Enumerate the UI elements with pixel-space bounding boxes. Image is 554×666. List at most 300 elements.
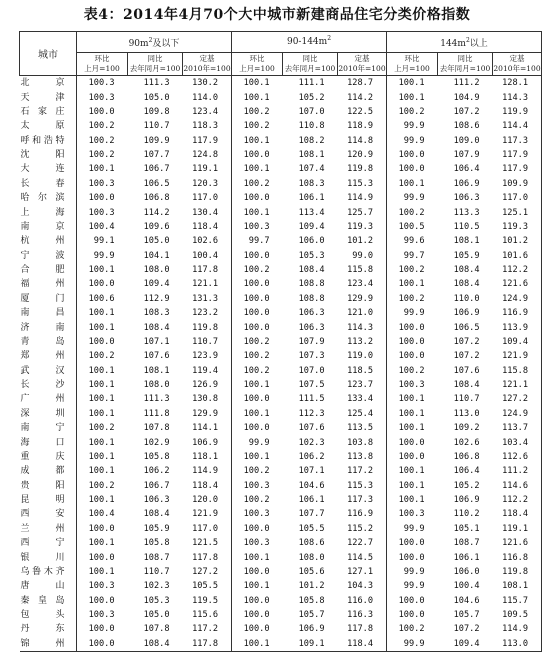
index-value-cell: 100.2 [88,351,115,362]
index-value-cell: 102.9 [143,437,170,448]
index-value-cell: 100.0 [398,150,425,161]
index-value-cell: 100.3 [88,78,115,89]
index-value-cell: 100.0 [243,610,270,621]
index-value-cell: 104.6 [453,595,480,606]
index-value-cell: 100.2 [243,178,270,189]
index-value-cell: 109.9 [143,135,170,146]
city-name: 合肥 [20,265,65,276]
index-value-cell: 103.8 [338,435,387,449]
index-value-cell: 108.4 [143,509,170,520]
index-value-cell: 117.9 [493,148,542,162]
city-name: 沈阳 [20,150,65,161]
index-value-cell: 118.4 [338,637,387,652]
sub-header-line1: 环比 [249,54,265,63]
index-value-cell: 100.1 [88,394,115,405]
index-value-cell: 114.9 [338,191,387,205]
table-row [20,407,542,421]
index-value-cell: 102.3 [298,437,325,448]
index-value-cell: 111.2 [493,464,542,478]
index-value-cell: 100.0 [398,437,425,448]
index-value-cell: 127.2 [493,392,542,406]
index-value-cell: 100.1 [232,637,283,652]
city-name: 昆明 [20,495,65,506]
city-name-cell [20,335,77,349]
city-name: 大连 [20,164,65,175]
index-value-cell: 100.1 [88,380,115,391]
index-value-cell: 114.9 [183,464,232,478]
index-value-cell: 118.4 [183,479,232,493]
index-value-cell: 105.2 [453,480,480,491]
index-value-cell: 117.0 [183,522,232,536]
index-value-cell: 118.9 [338,119,387,133]
index-value-cell: 106.7 [143,480,170,491]
index-value-cell: 109.8 [143,106,170,117]
index-value-cell: 123.2 [183,306,232,320]
table-row [20,507,542,521]
index-value-cell: 99.9 [403,193,425,204]
index-value-cell: 108.6 [453,121,480,132]
index-value-cell: 100.1 [243,135,270,146]
city-name-cell [20,119,77,133]
table-row [20,550,542,564]
index-value-cell: 100.4 [88,509,115,520]
index-value-cell: 133.4 [338,392,387,406]
index-value-cell: 100.1 [88,308,115,319]
index-value-cell: 107.4 [298,164,325,175]
table-title: 表4：2014年4月70个大中城市新建商品住宅分类价格指数 [83,7,471,23]
index-value-cell: 130.2 [183,76,232,91]
city-name: 青岛 [20,336,65,347]
index-value-cell: 111.5 [298,394,325,405]
index-value-cell: 120.3 [183,177,232,191]
index-value-cell: 107.1 [298,466,325,477]
table-row [20,306,542,320]
index-value-cell: 100.4 [88,221,115,232]
index-value-cell: 100.2 [398,106,425,117]
index-value-cell: 100.3 [243,509,270,520]
index-value-cell: 100.2 [243,351,270,362]
city-name: 呼和浩特 [20,135,65,146]
index-value-cell: 118.3 [183,119,232,133]
index-value-cell: 125.1 [493,205,542,219]
index-value-cell: 100.1 [88,566,115,577]
city-name-cell [20,435,77,449]
index-value-cell: 107.0 [298,106,325,117]
index-value-cell: 119.5 [183,594,232,608]
index-value-cell: 109.4 [298,221,325,232]
index-value-cell: 119.8 [338,162,387,176]
table-row [20,119,542,133]
city-name: 乌鲁木齐 [20,566,65,577]
city-name-cell [20,263,77,277]
index-value-cell: 105.9 [143,523,170,534]
index-value-cell: 100.1 [88,322,115,333]
index-value-cell: 108.4 [453,380,480,391]
index-value-cell: 100.2 [243,466,270,477]
index-value-cell: 110.5 [453,221,480,232]
index-value-cell: 108.1 [298,150,325,161]
index-value-cell: 110.7 [453,394,480,405]
city-name: 南京 [20,221,65,232]
table-row [20,435,542,449]
index-value-cell: 102.3 [143,581,170,592]
index-value-cell: 105.3 [143,595,170,606]
index-value-cell: 100.0 [88,336,115,347]
index-value-cell: 117.2 [183,622,232,636]
index-value-cell: 125.7 [338,205,387,219]
index-value-cell: 106.0 [298,236,325,247]
index-value-cell: 100.0 [243,523,270,534]
index-value-cell: 106.9 [453,495,480,506]
index-value-cell: 107.7 [143,150,170,161]
index-value-cell: 102.6 [183,234,232,248]
index-value-cell: 108.0 [143,380,170,391]
index-value-cell: 130.8 [183,392,232,406]
index-value-cell: 100.2 [88,423,115,434]
index-value-cell: 100.0 [398,538,425,549]
index-value-cell: 110.8 [298,121,325,132]
sub-header-line2: 上月=100 [84,64,120,73]
index-value-cell: 116.3 [338,608,387,622]
index-value-cell: 100.2 [243,265,270,276]
city-name: 兰州 [20,523,65,534]
index-value-cell: 100.2 [398,624,425,635]
index-value-cell: 107.9 [298,336,325,347]
index-value-cell: 110.2 [453,509,480,520]
city-name: 海口 [20,437,65,448]
index-value-cell: 124.9 [493,292,542,306]
index-value-cell: 113.0 [453,408,480,419]
city-name: 南宁 [20,423,65,434]
index-value-cell: 100.0 [243,624,270,635]
index-value-cell: 100.1 [398,495,425,506]
index-value-cell: 100.0 [88,523,115,534]
index-value-cell: 105.1 [453,523,480,534]
index-value-cell: 100.2 [243,106,270,117]
city-name-cell [20,234,77,248]
index-value-cell: 100.1 [243,552,270,563]
index-value-cell: 100.1 [243,92,270,103]
sub-header-line1: 定基 [199,54,215,63]
index-value-cell: 116.8 [493,550,542,564]
index-value-cell: 117.8 [183,263,232,277]
index-value-cell: 121.9 [493,349,542,363]
index-value-cell: 114.3 [338,320,387,334]
index-value-cell: 121.1 [183,277,232,291]
index-value-cell: 111.3 [143,394,170,405]
index-value-cell: 108.0 [143,265,170,276]
table-row [20,76,542,91]
index-value-cell: 100.1 [243,380,270,391]
index-value-cell: 101.2 [298,581,325,592]
index-value-cell: 106.1 [298,495,325,506]
index-value-cell: 111.8 [143,408,170,419]
index-value-cell: 108.4 [128,637,183,652]
table-row [20,637,542,652]
city-name-cell [20,205,77,219]
city-name-cell [20,479,77,493]
index-value-cell: 110.7 [183,335,232,349]
index-value-cell: 114.8 [338,134,387,148]
index-value-cell: 112.2 [493,493,542,507]
city-name: 长春 [20,178,65,189]
index-value-cell: 100.1 [398,279,425,290]
index-value-cell: 113.2 [338,335,387,349]
index-value-cell: 107.1 [143,336,170,347]
index-value-cell: 110.0 [453,293,480,304]
city-name: 武汉 [20,365,65,376]
city-name-cell [20,364,77,378]
index-value-cell: 100.0 [398,552,425,563]
index-value-cell: 114.2 [338,90,387,104]
sub-header-line2: 2010年=100 [493,64,541,73]
index-value-cell: 109.6 [143,221,170,232]
index-value-cell: 116.9 [493,306,542,320]
city-name-cell [20,191,77,205]
table-row [20,292,542,306]
index-value-cell: 124.8 [183,148,232,162]
index-value-cell: 100.1 [398,480,425,491]
table-row [20,220,542,234]
city-name: 南昌 [20,308,65,319]
city-name: 贵阳 [20,480,65,491]
table-row [20,594,542,608]
index-value-cell: 121.0 [338,306,387,320]
city-name: 西安 [20,509,65,520]
index-value-cell: 107.8 [143,423,170,434]
index-value-cell: 107.2 [453,106,480,117]
index-value-cell: 119.4 [183,364,232,378]
sub-header-row [20,53,542,76]
index-value-cell: 100.0 [88,279,115,290]
index-value-cell: 100.2 [243,365,270,376]
city-name: 重庆 [20,451,65,462]
index-value-cell: 109.2 [453,423,480,434]
index-value-cell: 106.8 [143,193,170,204]
index-value-cell: 105.5 [183,579,232,593]
index-value-cell: 119.1 [183,162,232,176]
sub-header-line2: 去年同月=100 [129,64,181,73]
index-value-cell: 100.3 [243,538,270,549]
group-header-small: $90m^2$及以下 [77,32,232,53]
index-value-cell: 115.8 [338,263,387,277]
city-name-cell [20,579,77,593]
index-value-cell: 99.9 [248,437,270,448]
index-value-cell: 106.3 [298,322,325,333]
base-header [183,53,232,76]
index-value-cell: 106.9 [453,308,480,319]
index-value-cell: 108.6 [298,538,325,549]
index-value-cell: 114.3 [493,90,542,104]
index-value-cell: 100.1 [243,207,270,218]
table-row [20,162,542,176]
index-value-cell: 100.2 [243,121,270,132]
index-value-cell: 107.0 [298,365,325,376]
index-value-cell: 100.0 [243,250,270,261]
mom-header [387,53,438,76]
city-name-cell [20,76,77,91]
index-value-cell: 100.1 [88,164,115,175]
index-value-cell: 120.9 [338,148,387,162]
index-value-cell: 101.2 [493,234,542,248]
index-value-cell: 108.1 [493,579,542,593]
index-value-cell: 102.6 [453,437,480,448]
index-value-cell: 105.7 [298,610,325,621]
index-value-cell: 108.7 [453,538,480,549]
table-row [20,565,542,579]
index-value-cell: 118.4 [493,507,542,521]
index-value-cell: 99.9 [403,135,425,146]
index-value-cell: 111.1 [298,78,325,89]
index-value-cell: 121.6 [493,277,542,291]
index-value-cell: 99.6 [403,236,425,247]
index-value-cell: 100.0 [398,164,425,175]
index-value-cell: 110.7 [143,121,170,132]
index-value-cell: 128.7 [338,76,387,91]
index-value-cell: 109.4 [438,637,493,652]
index-value-cell: 117.8 [183,550,232,564]
index-value-cell: 100.1 [88,495,115,506]
table-row [20,421,542,435]
index-value-cell: 115.2 [338,522,387,536]
index-value-cell: 99.9 [403,566,425,577]
index-value-cell: 114.4 [493,119,542,133]
index-value-cell: 111.2 [453,78,480,89]
index-value-cell: 117.0 [183,191,232,205]
index-value-cell: 99.7 [403,250,425,261]
index-value-cell: 109.4 [493,335,542,349]
index-value-cell: 113.9 [493,320,542,334]
index-value-cell: 108.1 [453,236,480,247]
index-value-cell: 104.9 [453,92,480,103]
table-body [20,76,542,652]
index-value-cell: 106.5 [453,322,480,333]
yoy-header [128,53,183,76]
index-value-cell: 119.8 [493,565,542,579]
index-value-cell: 100.2 [243,495,270,506]
table-row [20,479,542,493]
table-row [20,392,542,406]
index-value-cell: 100.1 [398,466,425,477]
index-value-cell: 117.8 [338,622,387,636]
city-name-cell [20,507,77,521]
index-value-cell: 123.7 [338,378,387,392]
index-value-cell: 100.2 [243,336,270,347]
index-value-cell: 99.9 [403,523,425,534]
index-value-cell: 100.0 [243,150,270,161]
city-name-cell [20,594,77,608]
index-value-cell: 124.9 [493,407,542,421]
index-value-cell: 100.1 [243,408,270,419]
index-value-cell: 104.6 [298,480,325,491]
index-value-cell: 106.9 [453,178,480,189]
index-value-cell: 121.5 [183,536,232,550]
index-value-cell: 106.4 [453,164,480,175]
index-value-cell: 99.7 [248,236,270,247]
index-value-cell: 107.9 [453,150,480,161]
index-value-cell: 100.0 [243,308,270,319]
index-value-cell: 100.1 [243,581,270,592]
table-row [20,177,542,191]
index-value-cell: 108.4 [453,265,480,276]
index-value-cell: 121.9 [183,507,232,521]
table-row [20,277,542,291]
index-value-cell: 113.8 [338,450,387,464]
index-value-cell: 119.8 [183,320,232,334]
city-name: 福州 [20,279,65,290]
city-name: 长沙 [20,380,65,391]
index-value-cell: 100.1 [88,437,115,448]
index-value-cell: 116.9 [338,507,387,521]
base-header [338,53,387,76]
index-value-cell: 100.0 [88,595,115,606]
index-value-cell: 113.3 [453,207,480,218]
index-value-cell: 106.3 [453,193,480,204]
index-value-cell: 99.9 [403,121,425,132]
city-name-cell [20,90,77,104]
city-name-cell [20,464,77,478]
index-value-cell: 100.0 [243,193,270,204]
city-name-cell [20,493,77,507]
index-value-cell: 114.0 [183,90,232,104]
index-value-cell: 106.1 [453,552,480,563]
index-value-cell: 109.1 [283,637,338,652]
city-name-cell [20,565,77,579]
city-name-cell [20,105,77,119]
index-value-cell: 104.1 [143,250,170,261]
index-value-cell: 100.0 [243,595,270,606]
index-value-cell: 113.4 [298,207,325,218]
group-header-large: $144m^2$以上 [387,32,542,53]
index-value-cell: 100.5 [398,221,425,232]
index-value-cell: 108.4 [298,265,325,276]
city-name: 包头 [20,610,65,621]
index-value-cell: 114.2 [143,207,170,218]
index-value-cell: 105.9 [453,250,480,261]
index-value-cell: 100.1 [88,408,115,419]
index-value-cell: 131.3 [183,292,232,306]
index-value-cell: 130.4 [183,205,232,219]
city-name-cell [20,220,77,234]
index-value-cell: 100.0 [88,624,115,635]
city-name: 济南 [20,322,65,333]
price-index-table [19,31,542,652]
index-value-cell: 100.1 [243,164,270,175]
index-value-cell: 109.4 [143,279,170,290]
table-row [20,536,542,550]
city-name: 北京 [20,78,65,89]
index-value-cell: 106.4 [453,466,480,477]
index-value-cell: 100.0 [243,394,270,405]
index-value-cell: 108.4 [453,279,480,290]
sub-header-line1: 环比 [94,54,110,63]
table-row [20,191,542,205]
city-name: 锦州 [20,638,65,649]
base-header [493,53,542,76]
index-value-cell: 119.1 [493,522,542,536]
index-value-cell: 100.4 [453,581,480,592]
table-row [20,148,542,162]
index-value-cell: 107.6 [453,365,480,376]
index-value-cell: 117.9 [183,134,232,148]
city-name-cell [20,522,77,536]
index-value-cell: 107.6 [143,351,170,362]
index-value-cell: 120.0 [183,493,232,507]
city-name: 西宁 [20,538,65,549]
index-value-cell: 114.6 [493,479,542,493]
index-value-cell: 108.4 [143,322,170,333]
mom-header [232,53,283,76]
